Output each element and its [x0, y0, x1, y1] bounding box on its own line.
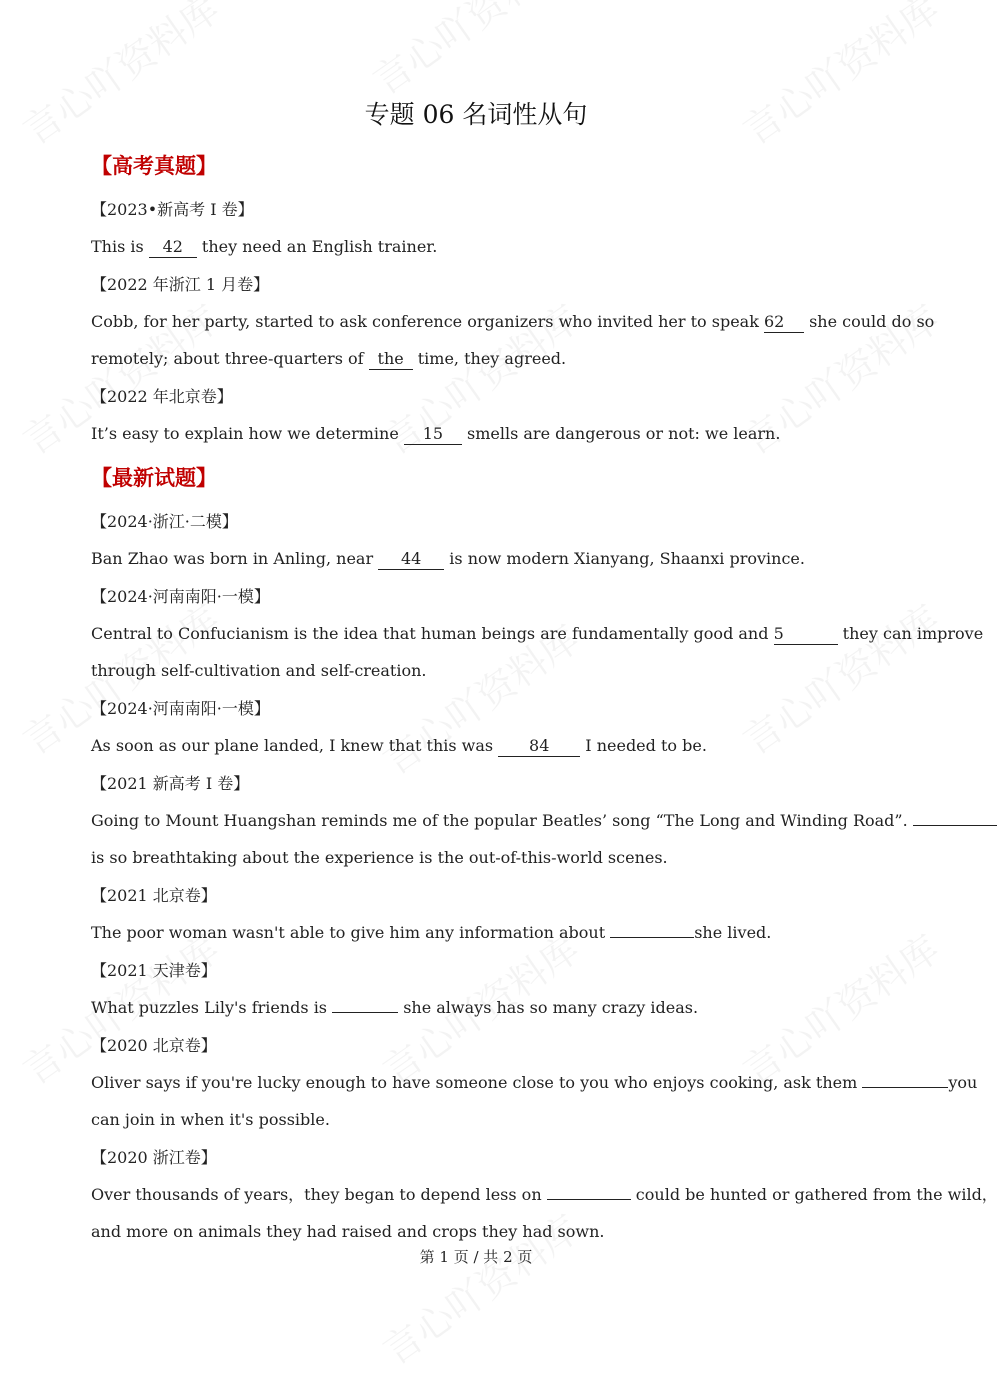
answer-blank: 42 — [149, 237, 197, 258]
question-source: 【2021 天津卷】 — [91, 961, 217, 980]
answer-blank: 5 — [774, 624, 838, 645]
question-source: 【2022 年浙江 1 月卷】 — [91, 275, 270, 294]
answer-blank — [547, 1199, 631, 1200]
question-source: 【2020 浙江卷】 — [91, 1148, 217, 1167]
question-source: 【2021 新高考 I 卷】 — [91, 774, 250, 793]
question-line: This is 42 they need an English trainer. — [91, 237, 438, 256]
question-line: and more on animals they had raised and crops they had sown. — [91, 1222, 605, 1241]
answer-blank — [913, 825, 997, 826]
question-source: 【2020 北京卷】 — [91, 1036, 217, 1055]
question-line: Over thousands of years，they began to depend less on could be hunted or gathered from the wild， — [91, 1185, 998, 1204]
answer-blank: 62 — [764, 312, 804, 333]
question-line: is so breathtaking about the experience is the out-of-this-world scenes. — [91, 848, 668, 867]
question-line: As soon as our plane landed, I knew that this was 84 I needed to be. — [91, 736, 707, 755]
answer-blank: 84 — [498, 736, 580, 757]
answer-blank: 15 — [404, 424, 462, 445]
question-line: Ban Zhao was born in Anling, near 44 is now modern Xianyang, Shaanxi province. — [91, 549, 805, 568]
question-line: remotely; about three-quarters of the time, they agreed. — [91, 349, 567, 368]
section-heading-latest: 【最新试题】 — [91, 465, 217, 490]
question-source: 【2024·浙江·二模】 — [91, 512, 238, 531]
question-source: 【2024·河南南阳·一模】 — [91, 587, 270, 606]
answer-blank: 44 — [378, 549, 444, 570]
question-line: The poor woman wasn't able to give him any information about she lived. — [91, 923, 772, 942]
answer-blank — [862, 1087, 948, 1088]
answer-blank — [610, 937, 694, 938]
question-line: can join in when it's possible. — [91, 1110, 330, 1129]
question-line: Central to Confucianism is the idea that human beings are fundamentally good and 5 they can improve — [91, 624, 984, 643]
question-line: What puzzles Lily's friends is she always has so many crazy ideas. — [91, 998, 699, 1017]
page-footer: 第 1 页 / 共 2 页 — [419, 1248, 533, 1266]
question-line: Going to Mount Huangshan reminds me of the popular Beatles’ song “The Long and Winding Road”. — [91, 808, 862, 834]
answer-blank: the — [369, 349, 413, 370]
answer-blank — [332, 1012, 398, 1013]
question-source: 【2021 北京卷】 — [91, 886, 217, 905]
question-line: It’s easy to explain how we determine 15 smells are dangerous or not: we learn. — [91, 424, 781, 443]
question-source: 【2022 年北京卷】 — [91, 387, 233, 406]
page-title: 专题 06 名词性从句 — [364, 100, 588, 129]
section-heading-gaokao: 【高考真题】 — [91, 153, 217, 178]
question-source: 【2023•新高考 I 卷】 — [91, 200, 254, 219]
question-source: 【2024·河南南阳·一模】 — [91, 699, 270, 718]
question-line: Oliver says if you're lucky enough to have someone close to you who enjoys cooking, ask them you — [91, 1073, 978, 1092]
question-line: Cobb, for her party, started to ask conference organizers who invited her to speak 62 she could do so — [91, 312, 935, 331]
watermark — [360, 0, 578, 105]
question-line: through self-cultivation and self-creation. — [91, 661, 427, 680]
